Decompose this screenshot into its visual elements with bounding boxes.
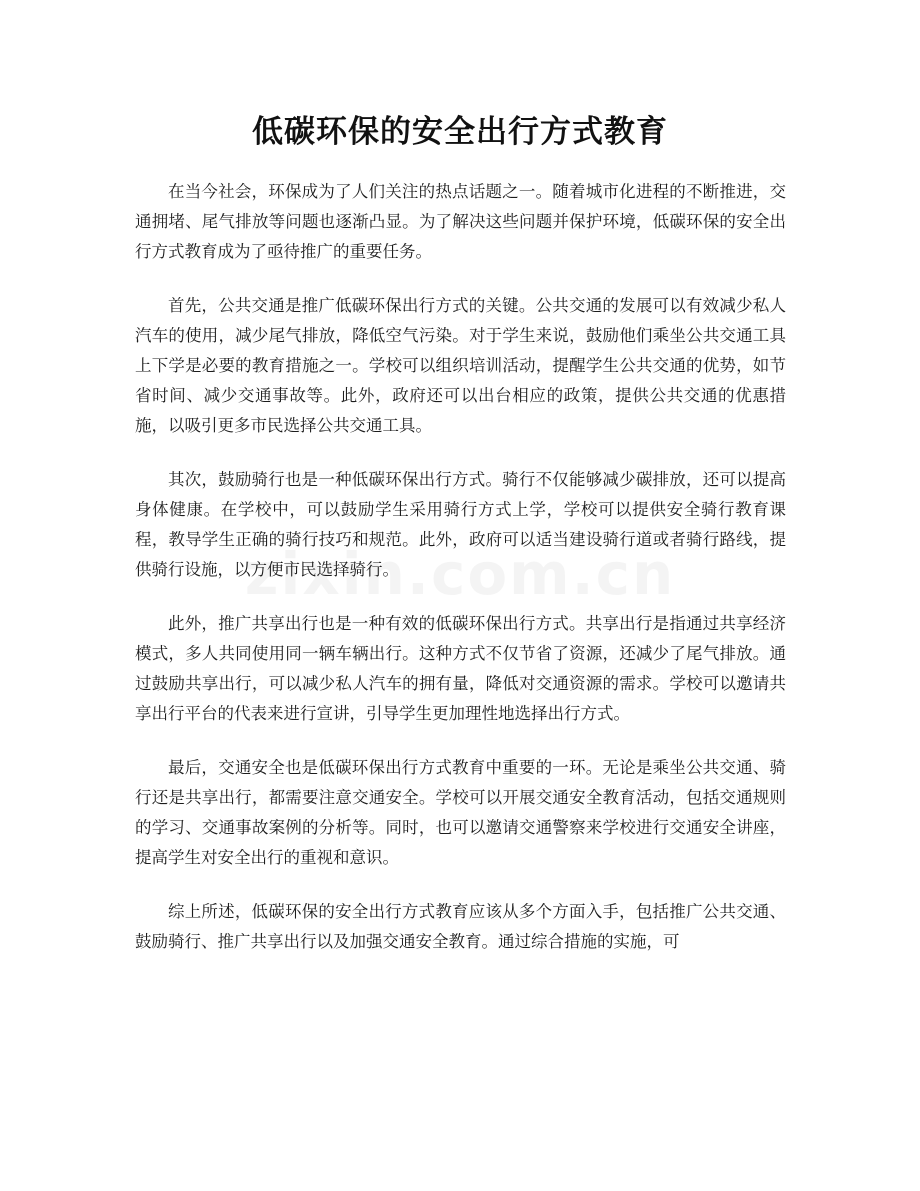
paragraph-cycling: 其次，鼓励骑行也是一种低碳环保出行方式。骑行不仅能够减少碳排放，还可以提高身体健康。在学校中，可以鼓励学生采用骑行方式上学，学校可以提供安全骑行教育课程，教导学生正确的骑行技巧和规范。此外，政府可以适当建设骑行道或者骑行路线，提供骑行设施，以方便市民选择骑行。 bbox=[135, 470, 786, 579]
paragraph-shared-mobility: 此外，推广共享出行也是一种有效的低碳环保出行方式。共享出行是指通过共享经济模式，多人共同使用同一辆车辆出行。这种方式不仅节省了资源，还减少了尾气排放。通过鼓励共享出行，可以减少私人汽车的拥有量，降低对交通资源的需求。学校可以邀请共享出行平台的代表来进行宣讲，引导学生更加理性地选择出行方式。 bbox=[135, 614, 786, 723]
document-body bbox=[135, 177, 786, 981]
paragraph-intro: 在当今社会，环保成为了人们关注的热点话题之一。随着城市化进程的不断推进，交通拥堵、尾气排放等问题也逐渐凸显。为了解决这些问题并保护环境，低碳环保的安全出行方式教育成为了亟待推广的重要任务。 bbox=[135, 182, 786, 261]
document-title: 低碳环保的安全出行方式教育 bbox=[252, 114, 668, 150]
paragraph-traffic-safety: 最后，交通安全也是低碳环保出行方式教育中重要的一环。无论是乘坐公共交通、骑行还是共享出行，都需要注意交通安全。学校可以开展交通安全教育活动，包括交通规则的学习、交通事故案例的分析等。同时，也可以邀请交通警察来学校进行交通安全讲座，提高学生对安全出行的重视和意识。 bbox=[135, 758, 786, 867]
paragraph-summary: 综上所述，低碳环保的安全出行方式教育应该从多个方面入手，包括推广公共交通、鼓励骑行、推广共享出行以及加强交通安全教育。通过综合措施的实施，可 bbox=[135, 902, 786, 951]
paragraph-public-transport: 首先，公共交通是推广低碳环保出行方式的关键。公共交通的发展可以有效减少私人汽车的使用，减少尾气排放，降低空气污染。对于学生来说，鼓励他们乘坐公共交通工具上下学是必要的教育措施之一。学校可以组织培训活动，提醒学生公共交通的优势，如节省时间、减少交通事故等。此外，政府还可以出台相应的政策，提供公共交通的优惠措施，以吸引更多市民选择公共交通工具。 bbox=[135, 296, 786, 435]
